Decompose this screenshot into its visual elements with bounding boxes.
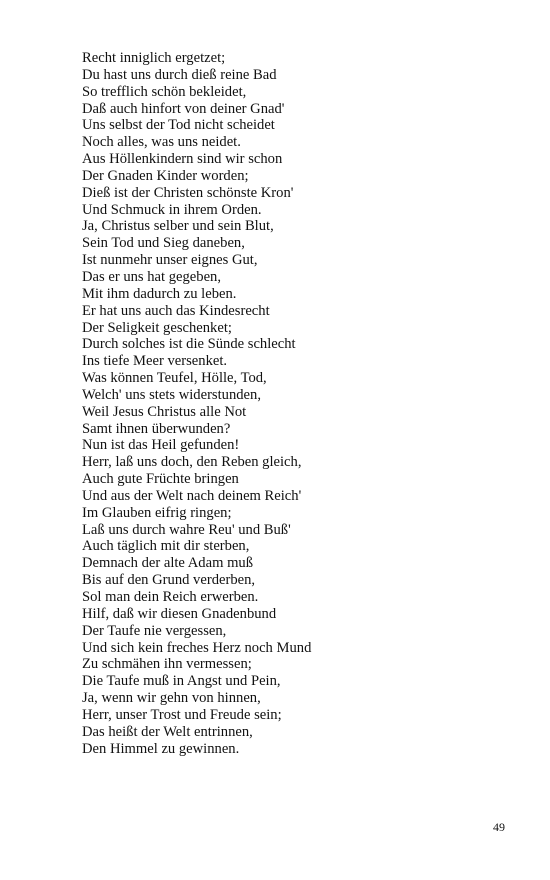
poem-line: Du hast uns durch dieß reine Bad	[82, 66, 277, 83]
poem-line: Uns selbst der Tod nicht scheidet	[82, 117, 275, 134]
poem-line: Und aus der Welt nach deinem Reich'	[82, 487, 302, 504]
poem-line: Und Schmuck in ihrem Orden.	[82, 201, 262, 218]
poem-line: Herr, laß uns doch, den Reben gleich,	[82, 454, 302, 471]
poem-line: Weil Jesus Christus alle Not	[82, 403, 247, 420]
poem-line: Aus Höllenkindern sind wir schon	[82, 151, 283, 168]
poem-line: Demnach der alte Adam muß	[82, 555, 254, 572]
poem-line: Der Gnaden Kinder worden;	[82, 167, 249, 184]
poem-line: Ja, wenn wir gehn von hinnen,	[82, 690, 261, 707]
poem-text	[82, 50, 502, 757]
poem-line: Sein Tod und Sieg daneben,	[82, 235, 245, 252]
poem-line: Der Seligkeit geschenket;	[82, 319, 232, 336]
poem-line: Sol man dein Reich erwerben.	[82, 589, 259, 605]
poem-line: Durch solches ist die Sünde schlecht	[82, 336, 296, 353]
poem-line: Die Taufe muß in Angst und Pein,	[82, 673, 281, 690]
poem-line: Und sich kein freches Herz noch Mund	[82, 639, 312, 656]
poem-line: Daß auch hinfort von deiner Gnad'	[82, 100, 285, 117]
poem-line: Zu schmähen ihn vermessen;	[82, 656, 252, 673]
poem-line: Das heißt der Welt entrinnen,	[82, 723, 253, 740]
poem-line: Hilf, daß wir diesen Gnadenbund	[82, 605, 277, 622]
poem-line: Bis auf den Grund verderben,	[82, 572, 256, 589]
poem-line: Herr, unser Trost und Freude sein;	[82, 706, 282, 723]
poem-line: Samt ihnen überwunden?	[82, 420, 231, 437]
poem-line: Noch alles, was uns neidet.	[82, 134, 241, 151]
poem-line: Den Himmel zu gewinnen.	[82, 740, 240, 757]
poem-line: Das er uns hat gegeben,	[82, 268, 221, 285]
poem-line: Der Taufe nie vergessen,	[82, 622, 227, 639]
poem-line: Er hat uns auch das Kindesrecht	[82, 302, 270, 319]
poem-line: Auch täglich mit dir sterben,	[82, 538, 250, 555]
poem-line: Ins tiefe Meer versenket.	[82, 353, 228, 370]
poem-line: Ja, Christus selber und sein Blut,	[82, 218, 274, 235]
poem-line: Welch' uns stets widerstunden,	[82, 386, 261, 403]
poem-line: Nun ist das Heil gefunden!	[82, 437, 240, 454]
poem-line: Dieß ist der Christen schönste Kron'	[82, 184, 294, 201]
poem-line: So trefflich schön bekleidet,	[82, 83, 247, 100]
poem-line: Mit ihm dadurch zu leben.	[82, 285, 237, 302]
poem-line: Ist nunmehr unser eignes Gut,	[82, 252, 258, 269]
poem-line: Auch gute Früchte bringen	[82, 471, 239, 488]
poem-line: Recht inniglich ergetzet;	[82, 50, 226, 66]
poem-line: Was können Teufel, Hölle, Tod,	[82, 370, 267, 387]
poem-line: Laß uns durch wahre Reu' und Buß'	[82, 521, 291, 538]
poem-line: Im Glauben eifrig ringen;	[82, 504, 232, 521]
page-number: 49	[493, 820, 505, 834]
